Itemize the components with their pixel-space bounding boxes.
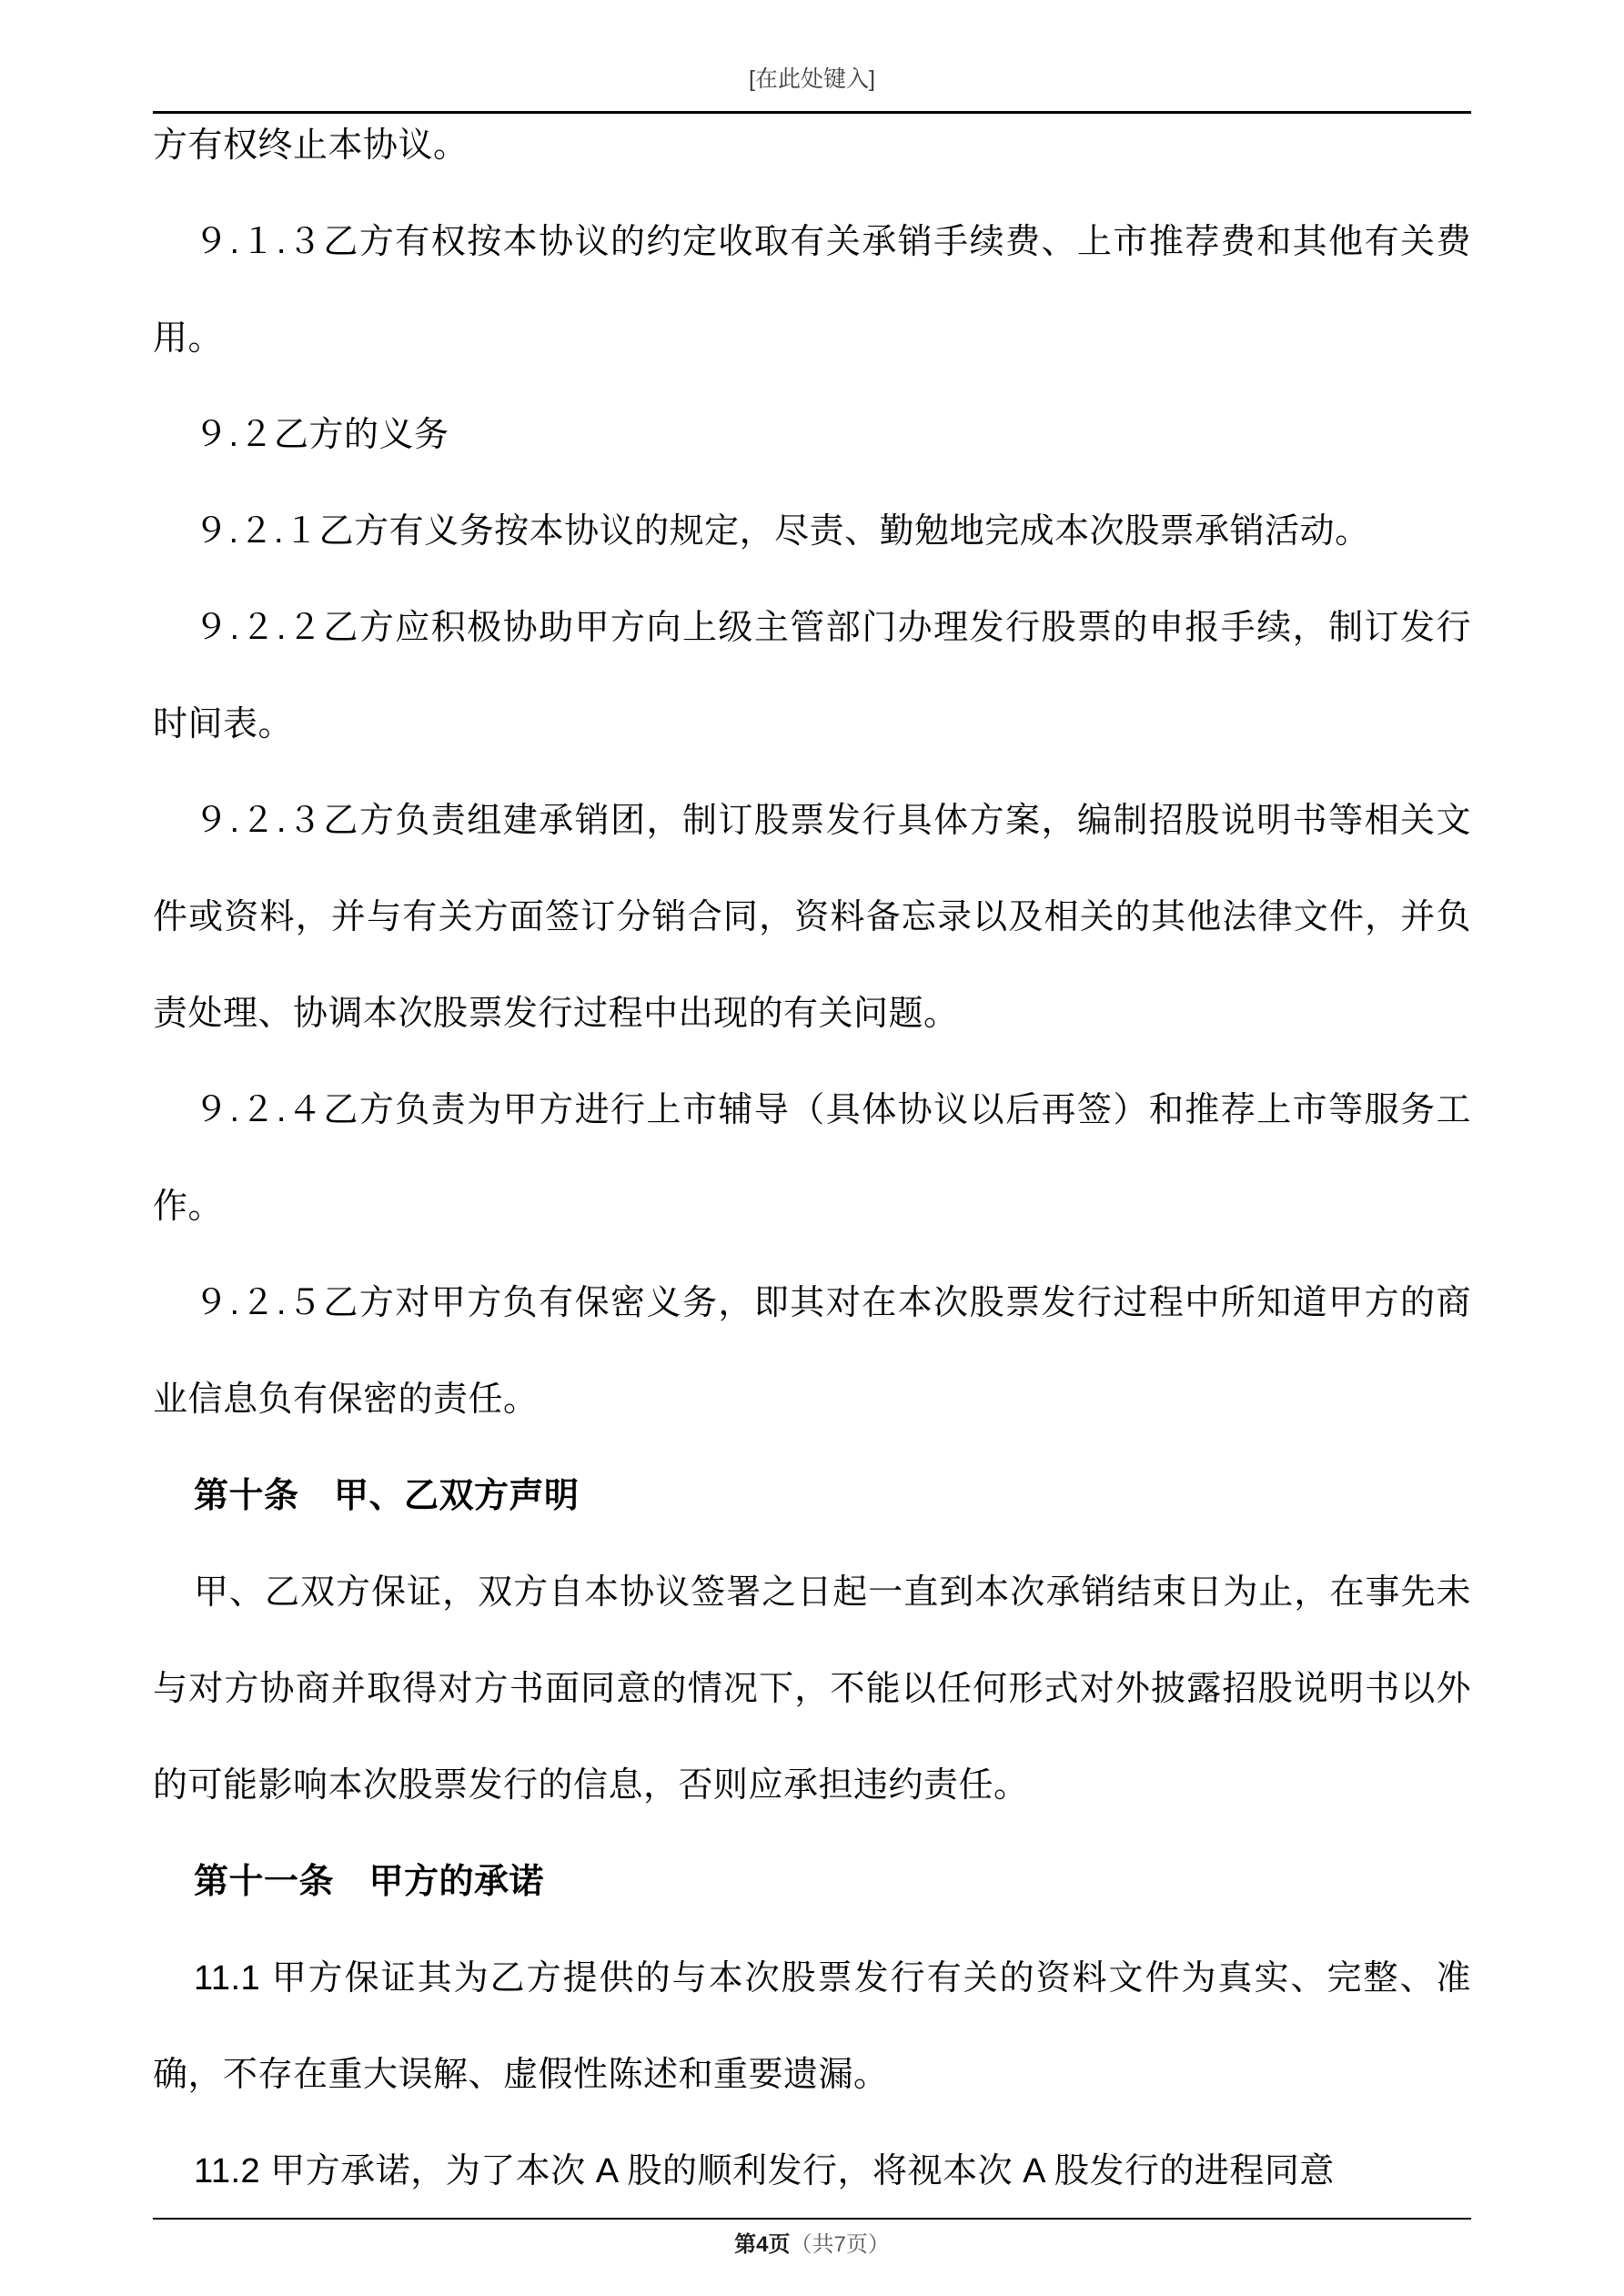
page-number bbox=[153, 2220, 1471, 2259]
section-heading: 第十条 甲、乙双方声明 bbox=[194, 1477, 580, 1515]
paragraph: 11.2 甲方承诺，为了本次 A 股的顺利发行，将视本次 A 股发行的进程同意 bbox=[194, 2152, 1335, 2190]
paragraph: 方有权终止本协议。 bbox=[153, 126, 469, 165]
page-footer bbox=[153, 2218, 1471, 2259]
total-pages-label: （共7页） bbox=[790, 2232, 890, 2257]
paragraph: ９.２乙方的义务 bbox=[194, 416, 449, 454]
section-heading: 第十一条 甲方的承诺 bbox=[194, 1863, 545, 1901]
document-body bbox=[153, 97, 1471, 2220]
paragraph: ９.２.１乙方有义务按本协议的规定，尽责、勤勉地完成本次股票承销活动。 bbox=[194, 512, 1370, 551]
paragraph: ９.２.３乙方负责组建承销团，制订股票发行具体方案，编制招股说明书等相关文件或资料，并与有关方面签订分销合同，资料备忘录以及相关的其他法律文件，并负责处理、协调本次股票发行过程中出现的有关问题。 bbox=[153, 802, 1471, 1033]
paragraph: 甲、乙双方保证，双方自本协议签署之日起一直到本次承销结束日为止，在事先未与对方协商并取得对方书面同意的情况下，不能以任何形式对外披露招股说明书以外的可能影响本次股票发行的信息，否则应承担违约责任。 bbox=[153, 1573, 1471, 1805]
paragraph: ９.２.２乙方应积极协助甲方向上级主管部门办理发行股票的申报手续，制订发行时间表。 bbox=[153, 609, 1471, 743]
paragraph: ９.２.４乙方负责为甲方进行上市辅导（具体协议以后再签）和推荐上市等服务工作。 bbox=[153, 1091, 1471, 1226]
header-placeholder: [在此处键入] bbox=[749, 66, 875, 92]
current-page-label: 第4页 bbox=[734, 2232, 791, 2257]
paragraph: 11.1 甲方保证其为乙方提供的与本次股票发行有关的资料文件为真实、完整、准确，不存在重大误解、虚假性陈述和重要遗漏。 bbox=[153, 1959, 1471, 2094]
paragraph: ９.２.５乙方对甲方负有保密义务，即其对在本次股票发行过程中所知道甲方的商业信息负有保密的责任。 bbox=[153, 1284, 1471, 1419]
paragraph: ９.１.３乙方有权按本协议的约定收取有关承销手续费、上市推荐费和其他有关费用。 bbox=[153, 223, 1471, 358]
